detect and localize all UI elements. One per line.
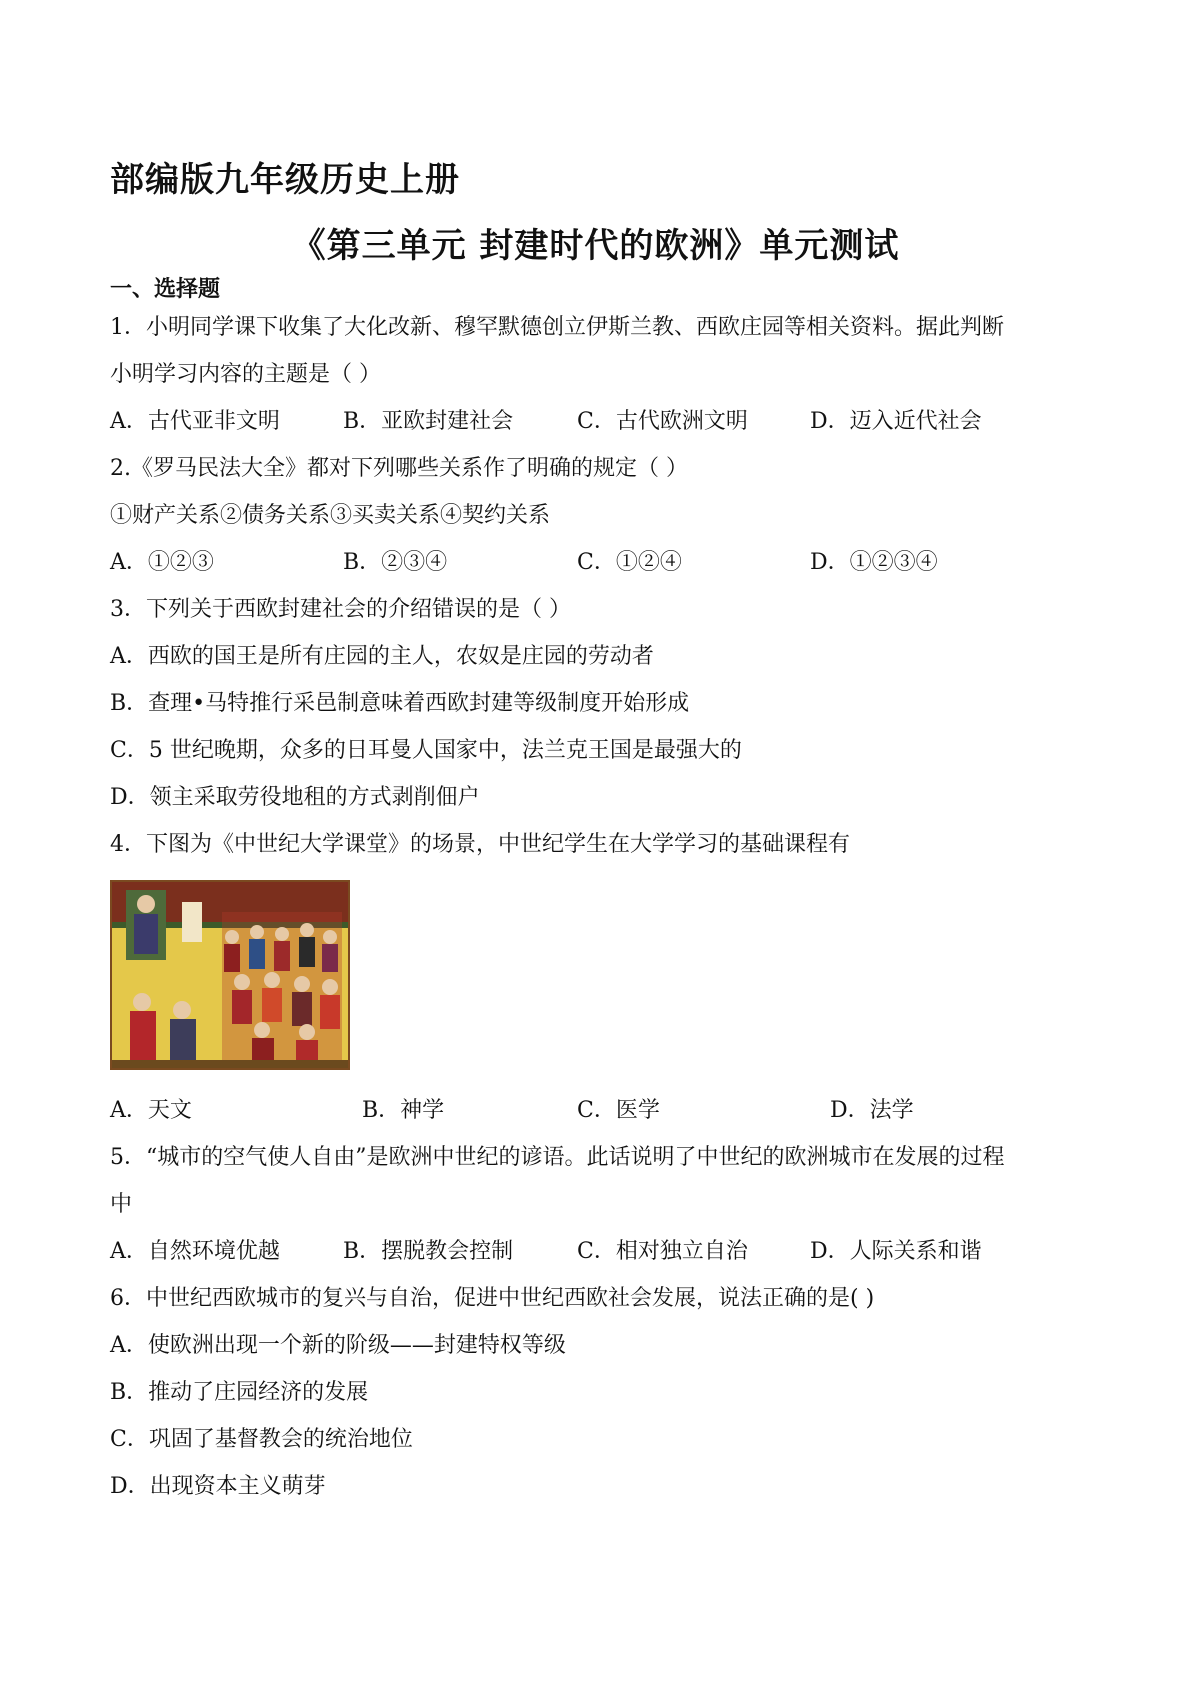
- question-6-option-c: C．巩固了基督教会的统治地位: [110, 1427, 413, 1452]
- question-4-line-1: 4．下图为《中世纪大学课堂》的场景，中世纪学生在大学学习的基础课程有: [110, 832, 850, 857]
- question-2-option-c: C．①②④: [577, 550, 682, 575]
- question-3-option-a: A．西欧的国王是所有庄园的主人，农奴是庄园的劳动者: [110, 644, 654, 669]
- question-1-line-1: 1．小明同学课下收集了大化改新、穆罕默德创立伊斯兰教、西欧庄园等相关资料。据此判断: [110, 315, 1005, 340]
- question-6-option-a: A．使欧洲出现一个新的阶级——封建特权等级: [110, 1333, 566, 1358]
- question-3-line-1: 3．下列关于西欧封建社会的介绍错误的是（ ）: [110, 597, 571, 622]
- question-2-line-1: 2.《罗马民法大全》都对下列哪些关系作了明确的规定（ ）: [110, 456, 688, 481]
- question-6-option-b: B．推动了庄园经济的发展: [110, 1380, 369, 1405]
- question-5-option-d: D．人际关系和谐: [810, 1239, 982, 1264]
- section-heading: 一、选择题: [110, 277, 221, 302]
- question-6-line-1: 6．中世纪西欧城市的复兴与自治，促进中世纪西欧社会发展，说法正确的是( ): [110, 1286, 875, 1311]
- document-subtitle: 《第三单元 封建时代的欧洲》单元测试: [291, 226, 900, 266]
- question-3-option-b: B．查理•马特推行采邑制意味着西欧封建等级制度开始形成: [110, 691, 690, 716]
- question-4-option-a: A．天文: [110, 1098, 192, 1123]
- question-3-option-c: C．5 世纪晚期，众多的日耳曼人国家中，法兰克王国是最强大的: [110, 738, 742, 763]
- question-3-option-d: D．领主采取劳役地租的方式剥削佃户: [110, 785, 480, 810]
- document-title: 部编版九年级历史上册: [110, 160, 460, 200]
- question-5-option-a: A．自然环境优越: [110, 1239, 280, 1264]
- question-1-option-a: A．古代亚非文明: [110, 409, 280, 434]
- medieval-classroom-image: [110, 880, 350, 1070]
- question-4-option-c: C．医学: [577, 1098, 660, 1123]
- question-2-option-d: D．①②③④: [810, 550, 938, 575]
- question-1-option-c: C．古代欧洲文明: [577, 409, 748, 434]
- question-4-option-b: B．神学: [362, 1098, 445, 1123]
- question-5-option-b: B．摆脱教会控制: [343, 1239, 514, 1264]
- question-2-option-a: A．①②③: [110, 550, 214, 575]
- question-2-option-b: B．②③④: [343, 550, 448, 575]
- question-6-option-d: D．出现资本主义萌芽: [110, 1474, 326, 1499]
- question-1-option-d: D．迈入近代社会: [810, 409, 982, 434]
- question-1-option-b: B．亚欧封建社会: [343, 409, 514, 434]
- question-2-line-2: ①财产关系②债务关系③买卖关系④契约关系: [110, 503, 551, 528]
- question-4-option-d: D．法学: [830, 1098, 914, 1123]
- question-5-option-c: C．相对独立自治: [577, 1239, 748, 1264]
- question-5-line-2: 中: [110, 1192, 133, 1217]
- medieval-classroom-illustration: [112, 882, 348, 1068]
- question-5-line-1: 5．“城市的空气使人自由”是欧洲中世纪的谚语。此话说明了中世纪的欧洲城市在发展的过程: [110, 1145, 1005, 1170]
- question-1-line-2: 小明学习内容的主题是（ ）: [110, 362, 381, 387]
